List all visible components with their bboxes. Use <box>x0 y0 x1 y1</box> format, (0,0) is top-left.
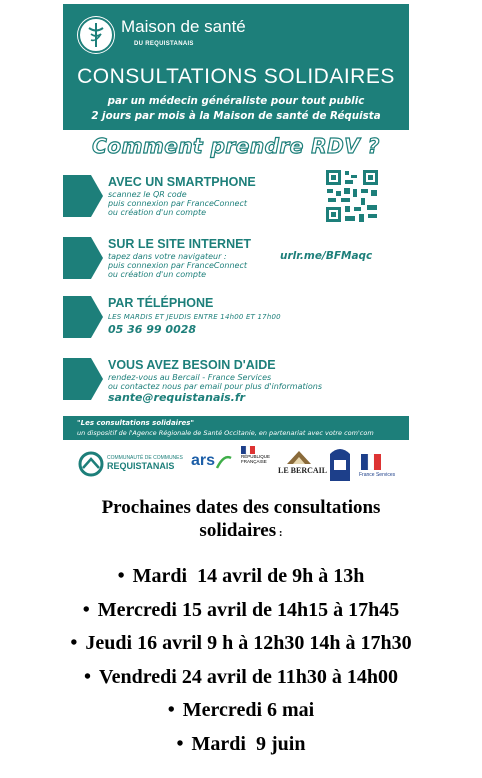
dates-list <box>0 560 482 761</box>
community-name: REQUISTANAIS <box>107 461 175 471</box>
dates-heading-line-1: Prochaines dates des consultations <box>101 497 381 518</box>
arrow-icon <box>63 296 103 338</box>
howto-heading: Comment prendre RDV ? <box>92 134 380 158</box>
partner-logos <box>63 444 409 486</box>
phone-number[interactable]: 05 36 99 0028 <box>108 323 197 336</box>
bullet-icon: • <box>82 598 90 621</box>
caduceus-logo-icon <box>77 16 115 54</box>
step-title: VOUS AVEZ BESOIN D'AIDE <box>108 358 276 372</box>
france-services-name: France Services <box>359 472 396 478</box>
qr-code-icon <box>325 169 379 223</box>
flyer-title: CONSULTATIONS SOLIDAIRES <box>77 65 395 88</box>
french-flag-icon <box>241 446 255 454</box>
bullet-icon: • <box>117 565 125 587</box>
bullet-icon: • <box>70 632 78 654</box>
requista-badge-icon <box>329 446 351 482</box>
step-line: puis connexion par FranceConnect <box>108 199 247 208</box>
phone-hours: LES MARDIS ET JEUDIS ENTRE 14h00 ET 17h00 <box>108 313 281 321</box>
step-line: rendez-vous au Bercail - France Services <box>108 373 272 382</box>
france-services-icon <box>361 454 381 470</box>
date-text: Jeudi 16 avril 9 h à 12h30 14h à 17h30 <box>85 632 412 654</box>
footer-title: "Les consultations solidaires" <box>77 419 195 427</box>
step-help <box>63 358 409 402</box>
flyer-footer <box>63 416 409 440</box>
step-line: scannez le QR code <box>108 190 187 199</box>
footer-text: un dispositif de l'Agence Régionale de Santé Occitanie, en partenariat avec votre com'com <box>77 429 374 437</box>
step-phone <box>63 296 409 340</box>
flyer <box>63 4 409 486</box>
date-text: Vendredi 24 avril de 11h30 à 14h00 <box>99 665 398 688</box>
date-text: Mercredi 15 avril de 14h15 à 17h45 <box>97 598 400 621</box>
step-title: AVEC UN SMARTPHONE <box>108 175 256 189</box>
flyer-subtitle-2: 2 jours par mois à la Maison de santé de Réquista <box>91 110 381 122</box>
arrow-icon <box>63 175 103 217</box>
bercail-name: LE BERCAIL <box>278 466 328 475</box>
dates-heading <box>0 496 482 545</box>
list-item <box>0 594 482 628</box>
community-label: COMMUNAUTÉ DE COMMUNES <box>107 455 183 461</box>
flyer-subtitle-1: par un médecin généraliste pour tout public <box>107 95 365 107</box>
bullet-icon: • <box>84 665 92 688</box>
step-title: SUR LE SITE INTERNET <box>108 237 252 251</box>
brand-name: Maison de santé <box>121 17 246 36</box>
step-line: ou contactez nous par email pour plus d'informations <box>108 382 322 391</box>
list-item <box>0 661 482 695</box>
step-line: puis connexion par FranceConnect <box>108 261 247 270</box>
ars-swoosh-icon <box>215 452 233 472</box>
arrow-icon <box>63 237 103 279</box>
republique-francaise-text <box>241 454 270 464</box>
brand-subtitle: DU REQUISTANAIS <box>134 41 194 47</box>
list-item <box>0 728 482 762</box>
community-logo-icon <box>77 450 105 478</box>
arrow-icon <box>63 358 103 400</box>
step-line: ou création d'un compte <box>108 208 207 217</box>
rf-line-1: RÉPUBLIQUE <box>241 454 271 459</box>
bullet-icon: • <box>176 732 184 755</box>
ars-logo: ars <box>191 452 216 469</box>
date-text: Mardi 14 avril de 9h à 13h <box>132 565 365 587</box>
contact-email-link[interactable]: sante@requistanais.fr <box>108 391 246 404</box>
step-title: PAR TÉLÉPHONE <box>108 296 214 310</box>
flyer-header <box>63 4 409 130</box>
rf-line-2: FRANÇAISE <box>241 459 267 464</box>
date-text: Mardi 9 juin <box>191 732 306 755</box>
bercail-logo-icon <box>285 448 313 466</box>
step-line: ou création d'un compte <box>108 270 207 279</box>
dates-heading-colon: : <box>276 527 283 539</box>
booking-url-link[interactable]: urlr.me/BFMaqc <box>280 250 373 262</box>
list-item <box>0 560 482 594</box>
list-item <box>0 627 482 661</box>
step-line: tapez dans votre navigateur : <box>108 252 227 261</box>
list-item <box>0 694 482 728</box>
bullet-icon: • <box>167 699 175 721</box>
date-text: Mercredi 6 mai <box>182 699 315 721</box>
dates-heading-line-2 <box>0 519 482 545</box>
dates-heading-word: solidaires <box>199 520 277 541</box>
